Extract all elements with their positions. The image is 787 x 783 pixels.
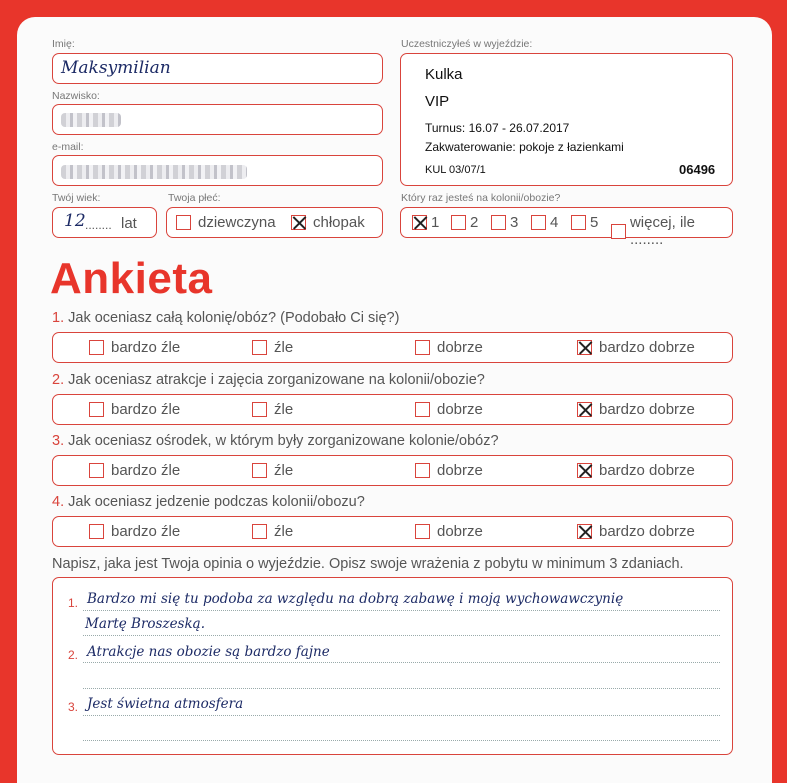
redacted-email xyxy=(61,165,247,179)
rating-label: dobrze xyxy=(437,523,483,540)
checkbox-times-3[interactable] xyxy=(491,215,506,230)
rating-option[interactable] xyxy=(577,523,695,540)
trip-code: KUL 03/07/1 xyxy=(425,164,486,176)
checkbox-boy[interactable] xyxy=(291,215,306,230)
rating-checkbox[interactable] xyxy=(89,340,104,355)
times-option-4[interactable] xyxy=(531,214,558,231)
email-field[interactable] xyxy=(52,155,383,186)
times-option-1[interactable] xyxy=(412,214,439,231)
rating-option[interactable] xyxy=(415,462,483,479)
question-label: Jak oceniasz atrakcje i zajęcia zorganizowane na kolonii/obozie? xyxy=(68,372,485,388)
rating-checkbox[interactable] xyxy=(577,524,592,539)
times-label: Który raz jesteś na kolonii/obozie? xyxy=(401,192,561,204)
rating-checkbox[interactable] xyxy=(415,524,430,539)
rating-option[interactable] xyxy=(577,339,695,356)
times-label-1: 1 xyxy=(431,214,440,231)
participant-label: Uczestniczyłeś w wyjeździe: xyxy=(401,38,533,50)
rating-checkbox[interactable] xyxy=(252,463,267,478)
rating-label: bardzo źle xyxy=(111,339,181,356)
rating-checkbox[interactable] xyxy=(577,402,592,417)
age-unit: lat xyxy=(121,215,137,232)
checkbox-times-4[interactable] xyxy=(531,215,546,230)
trip-info-box xyxy=(400,53,733,186)
rating-option[interactable] xyxy=(89,339,180,356)
rating-option[interactable] xyxy=(415,339,483,356)
question-2-options xyxy=(52,394,733,425)
accommodation-value: pokoje z łazienkami xyxy=(519,140,624,154)
rating-label: bardzo dobrze xyxy=(599,523,695,540)
rating-label: dobrze xyxy=(437,462,483,479)
rating-option[interactable] xyxy=(415,523,483,540)
checkbox-times-more[interactable] xyxy=(611,224,626,239)
surname-field[interactable] xyxy=(52,104,383,135)
question-number: 1. xyxy=(52,310,65,326)
rating-option[interactable] xyxy=(89,523,180,540)
checkbox-girl[interactable] xyxy=(176,215,191,230)
rating-option[interactable] xyxy=(415,401,483,418)
times-label-5: 5 xyxy=(590,214,599,231)
trip-name: Kulka xyxy=(425,66,463,83)
rating-checkbox[interactable] xyxy=(415,402,430,417)
question-4-options xyxy=(52,516,733,547)
age-dots: ........ xyxy=(85,218,112,232)
times-label-4: 4 xyxy=(550,214,559,231)
redacted-surname xyxy=(61,113,121,127)
times-label-2: 2 xyxy=(470,214,479,231)
rating-label: bardzo dobrze xyxy=(599,339,695,356)
rating-checkbox[interactable] xyxy=(89,402,104,417)
rating-label: dobrze xyxy=(437,401,483,418)
question-label: Jak oceniasz całą kolonię/obóz? (Podobało Ci się?) xyxy=(68,310,400,326)
checkbox-times-5[interactable] xyxy=(571,215,586,230)
gender-option-girl[interactable] xyxy=(176,214,276,231)
times-option-2[interactable] xyxy=(451,214,478,231)
age-label: Twój wiek: xyxy=(52,192,101,204)
opinion-num-2: 2. xyxy=(68,648,79,662)
gender-girl-label: dziewczyna xyxy=(198,214,276,231)
checkbox-times-1[interactable] xyxy=(412,215,427,230)
gender-label: Twoja płeć: xyxy=(168,192,221,204)
question-number: 3. xyxy=(52,433,65,449)
rating-option[interactable] xyxy=(89,462,180,479)
rating-option[interactable] xyxy=(577,401,695,418)
times-option-3[interactable] xyxy=(491,214,518,231)
rating-label: bardzo źle xyxy=(111,462,181,479)
question-3-options xyxy=(52,455,733,486)
rating-label: bardzo dobrze xyxy=(599,401,695,418)
opinion-line-3: Atrakcje nas obozie są bardzo fajne xyxy=(87,644,330,660)
times-field xyxy=(400,207,733,248)
rating-label: źle xyxy=(274,462,294,479)
rating-checkbox[interactable] xyxy=(415,340,430,355)
rating-option[interactable] xyxy=(252,462,293,479)
surname-label: Nazwisko: xyxy=(52,90,100,102)
turnus-row xyxy=(425,121,569,135)
rating-option[interactable] xyxy=(252,523,293,540)
rating-label: źle xyxy=(274,401,294,418)
rating-checkbox[interactable] xyxy=(252,524,267,539)
email-label: e-mail: xyxy=(52,141,84,153)
name-field[interactable] xyxy=(52,53,383,84)
gender-field xyxy=(166,207,383,238)
rating-checkbox[interactable] xyxy=(89,524,104,539)
opinion-box[interactable] xyxy=(52,577,733,755)
opinion-num-3: 3. xyxy=(68,700,79,714)
rating-checkbox[interactable] xyxy=(252,402,267,417)
question-1-options xyxy=(52,332,733,363)
trip-type: VIP xyxy=(425,93,450,110)
rating-checkbox[interactable] xyxy=(577,463,592,478)
rating-label: źle xyxy=(274,523,294,540)
question-1-text xyxy=(52,310,399,326)
age-field[interactable] xyxy=(52,207,157,238)
checkbox-times-2[interactable] xyxy=(451,215,466,230)
rating-label: bardzo dobrze xyxy=(599,462,695,479)
gender-boy-label: chłopak xyxy=(313,214,365,231)
question-number: 2. xyxy=(52,372,65,388)
trip-number: 06496 xyxy=(679,162,716,177)
question-4-text xyxy=(52,494,365,510)
accommodation-label: Zakwaterowanie: xyxy=(425,140,516,154)
opinion-prompt: Napisz, jaka jest Twoja opinia o wyjeździe. Opisz swoje wrażenia z pobytu w minimum 3 zdaniach. xyxy=(52,556,684,572)
question-label: Jak oceniasz jedzenie podczas kolonii/obozu? xyxy=(68,494,365,510)
opinion-num-1: 1. xyxy=(68,596,79,610)
times-option-5[interactable] xyxy=(571,214,598,231)
rating-option[interactable] xyxy=(577,462,695,479)
name-value: Maksymilian xyxy=(61,58,171,78)
turnus-label: Turnus: xyxy=(425,121,466,135)
rating-option[interactable] xyxy=(89,401,180,418)
accommodation-row xyxy=(425,140,624,154)
opinion-line-1: Bardzo mi się tu podoba za względu na dobrą zabawę i moją wychowawczynię xyxy=(87,591,624,607)
gender-option-boy[interactable] xyxy=(291,214,365,231)
rating-checkbox[interactable] xyxy=(415,463,430,478)
question-number: 4. xyxy=(52,494,65,510)
rating-checkbox[interactable] xyxy=(577,340,592,355)
rating-label: bardzo źle xyxy=(111,523,181,540)
age-value: 12 xyxy=(64,211,86,231)
name-label: Imię: xyxy=(52,38,75,50)
opinion-line-2: Martę Broszeską. xyxy=(85,616,206,632)
rating-label: źle xyxy=(274,339,294,356)
rating-checkbox[interactable] xyxy=(89,463,104,478)
opinion-line-4: Jest świetna atmosfera xyxy=(87,696,244,712)
survey-title: Ankieta xyxy=(50,254,213,303)
rating-label: dobrze xyxy=(437,339,483,356)
question-label: Jak oceniasz ośrodek, w którym były zorganizowane kolonie/obóz? xyxy=(68,433,499,449)
rating-option[interactable] xyxy=(252,401,293,418)
times-option-more[interactable] xyxy=(611,214,732,248)
rating-label: bardzo źle xyxy=(111,401,181,418)
question-3-text xyxy=(52,433,499,449)
rating-checkbox[interactable] xyxy=(252,340,267,355)
turnus-value: 16.07 - 26.07.2017 xyxy=(468,121,570,135)
times-label-more: więcej, ile ........ xyxy=(629,214,695,248)
rating-option[interactable] xyxy=(252,339,293,356)
times-label-3: 3 xyxy=(510,214,519,231)
question-2-text xyxy=(52,372,485,388)
